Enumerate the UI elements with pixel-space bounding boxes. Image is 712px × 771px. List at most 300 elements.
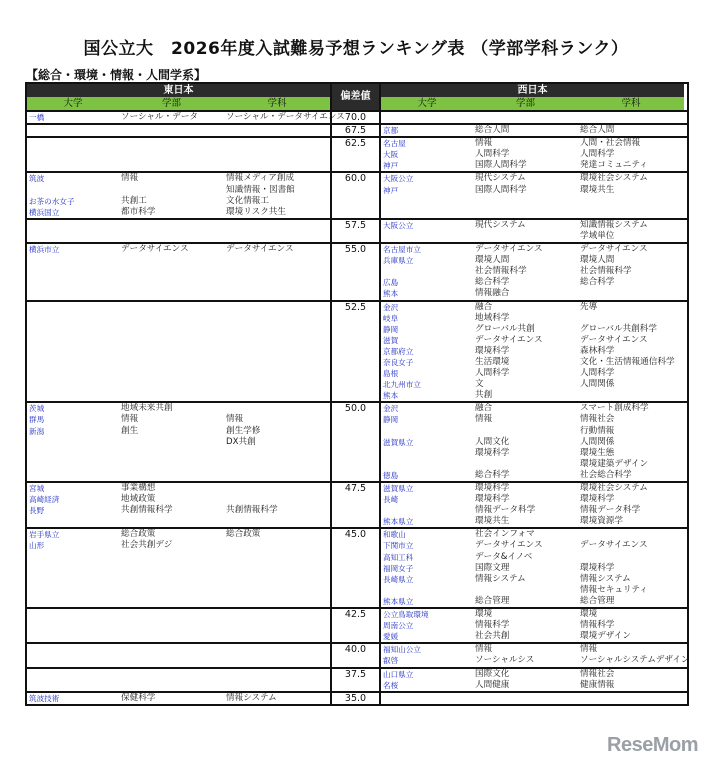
faculty-cell: データサイエンス [121, 244, 189, 255]
university-cell: 下関市立 [383, 541, 414, 551]
department-cell: 環境社会システム [580, 483, 648, 493]
department-cell: データサイエンス [226, 244, 294, 255]
department-cell [224, 255, 330, 266]
faculty-cell: 国際文化 [475, 668, 510, 679]
university-cell [27, 255, 119, 266]
university-cell [381, 207, 473, 218]
department-cell: データサイエンス [580, 334, 648, 345]
university-cell: 長崎 [383, 495, 399, 505]
university-cell [27, 470, 119, 481]
table-row [381, 160, 684, 171]
department-cell: 総合人間 [580, 125, 615, 136]
university-cell: 岐阜 [383, 313, 399, 323]
university-cell [27, 149, 119, 160]
table-row [381, 414, 684, 425]
department-cell: 社会情報科学 [580, 266, 632, 277]
university-cell: 静岡 [383, 415, 399, 425]
university-cell [27, 585, 119, 596]
department-cell [224, 494, 330, 505]
table-row [381, 125, 684, 136]
east-side [27, 693, 330, 704]
university-cell [27, 138, 119, 149]
faculty-cell: 情報科学 [475, 620, 510, 631]
department-cell: 知識情報・図書館 [226, 184, 295, 195]
department-cell: 総合管理 [580, 595, 615, 606]
east-side [27, 220, 330, 242]
west-side [381, 112, 684, 123]
faculty-cell: 環境科学 [475, 483, 510, 493]
table-row [381, 313, 684, 324]
table-row [27, 680, 330, 691]
department-cell: 発達コミュニティ [580, 160, 648, 171]
faculty-cell [119, 324, 224, 335]
faculty-cell: 国際文理 [475, 562, 510, 573]
faculty-cell [473, 585, 578, 596]
table-row [27, 655, 330, 666]
faculty-cell [119, 563, 224, 574]
faculty-cell [119, 346, 224, 357]
university-cell: 大阪公立 [383, 220, 414, 230]
department-cell [224, 160, 330, 171]
score-band [27, 171, 687, 217]
university-cell: 徳島 [383, 470, 399, 480]
department-cell: 情報システム [226, 692, 277, 703]
university-cell [381, 426, 473, 437]
table-row [381, 596, 684, 607]
university-cell [27, 288, 119, 299]
faculty-cell: 環境 [475, 609, 493, 620]
university-cell: 金沢 [383, 302, 399, 312]
department-cell: 情報システム [580, 573, 631, 584]
table-row [27, 552, 330, 563]
table-row [381, 494, 684, 505]
faculty-cell [473, 112, 578, 123]
university-cell: 熊本県立 [383, 517, 414, 527]
table-row [381, 335, 684, 346]
faculty-cell [119, 448, 224, 459]
university-cell: 熊本県立 [383, 596, 414, 606]
department-cell: 情報セキュリティ [580, 584, 648, 595]
west-side [381, 483, 684, 527]
score-band [27, 642, 690, 666]
faculty-cell: 共創工 [121, 195, 147, 206]
department-cell [224, 470, 330, 481]
table-row [27, 379, 330, 390]
table-row [27, 596, 330, 607]
university-cell [381, 693, 473, 704]
west-side [381, 244, 684, 299]
score-band [27, 110, 687, 123]
university-cell: 筑波技術 [29, 693, 60, 703]
university-cell: 広島 [383, 278, 399, 288]
department-cell: データサイエンス [580, 244, 648, 255]
department-cell [224, 669, 330, 680]
department-cell [224, 516, 330, 527]
table-row [27, 494, 330, 505]
department-cell: 人間科学 [580, 368, 615, 379]
table-row [381, 437, 684, 448]
university-cell [27, 368, 119, 379]
faculty-cell: 生活環境 [475, 356, 510, 367]
logo-text: ReseMom [607, 734, 698, 756]
faculty-cell: 地域政策 [121, 494, 156, 505]
faculty-cell: 環境科学 [475, 447, 510, 458]
table-row [27, 324, 330, 335]
east-side [27, 609, 330, 642]
faculty-cell [119, 574, 224, 585]
department-cell: 人間関係 [580, 379, 615, 390]
faculty-cell: 人間科学 [475, 368, 510, 379]
faculty-cell [119, 596, 224, 607]
department-cell [224, 585, 330, 596]
table-row [27, 346, 330, 357]
east-region-label: 東日本 [27, 84, 330, 97]
table-row [27, 277, 330, 288]
table-row [27, 149, 330, 160]
faculty-cell [119, 125, 224, 136]
faculty-cell [119, 437, 224, 448]
score-value: 50.0 [330, 403, 381, 481]
table-row [27, 185, 330, 196]
faculty-cell [473, 231, 578, 242]
university-cell: 大阪公立 [383, 174, 414, 184]
east-header [27, 84, 330, 110]
faculty-cell: 国際人間科学 [475, 184, 527, 195]
department-cell [224, 379, 330, 390]
university-cell [381, 231, 473, 242]
score-value: 45.0 [330, 529, 381, 607]
department-cell: 環境生態 [580, 447, 615, 458]
table-row [381, 207, 684, 218]
table-row [381, 288, 684, 299]
east-side [27, 244, 330, 299]
university-cell: 長崎県立 [383, 574, 414, 584]
faculty-cell [119, 470, 224, 481]
faculty-cell: 社会インフォマ [475, 529, 535, 540]
table-row [381, 459, 684, 470]
university-cell [27, 596, 119, 607]
faculty-cell [119, 266, 224, 277]
department-cell [224, 368, 330, 379]
department-cell [224, 266, 330, 277]
faculty-cell: 融合 [475, 403, 493, 414]
col-score: 偏差値 [330, 84, 381, 110]
east-side [27, 302, 330, 402]
university-cell [381, 196, 473, 207]
faculty-cell: 情報 [475, 138, 493, 149]
university-cell [27, 357, 119, 368]
department-cell [224, 552, 330, 563]
west-region-label: 西日本 [381, 84, 684, 97]
faculty-cell: 情報 [475, 644, 493, 655]
score-value: 42.5 [330, 609, 381, 642]
department-cell [224, 149, 330, 160]
west-side [381, 609, 684, 642]
faculty-cell: 文 [475, 379, 484, 390]
faculty-cell: 共創 [475, 390, 493, 401]
university-cell: 周南公立 [383, 621, 414, 631]
table-row [381, 693, 684, 704]
table-row [381, 112, 684, 123]
faculty-cell [119, 313, 224, 324]
score-band [27, 242, 687, 299]
department-cell: 情報データ科学 [580, 505, 641, 516]
table-header [27, 84, 687, 110]
faculty-cell [119, 231, 224, 242]
university-cell [381, 112, 473, 123]
faculty-cell: 保健科学 [121, 692, 156, 703]
department-cell [224, 313, 330, 324]
west-side [381, 173, 684, 217]
faculty-cell: 融合 [475, 301, 493, 312]
department-cell: 情報メディア創成 [226, 173, 295, 184]
faculty-cell: 都市科学 [121, 206, 156, 217]
department-cell: ソーシャルシステムデザイン [580, 655, 690, 666]
university-cell [381, 266, 473, 277]
table-row [381, 368, 684, 379]
table-row [27, 574, 330, 585]
faculty-cell [473, 459, 578, 470]
table-row [27, 529, 330, 540]
university-cell: 北九州市立 [383, 380, 421, 390]
faculty-cell [119, 357, 224, 368]
department-cell [224, 631, 330, 642]
resemom-logo [607, 734, 698, 757]
score-value: 35.0 [330, 693, 381, 704]
east-side [27, 138, 330, 171]
university-cell [27, 160, 119, 171]
university-cell [27, 324, 119, 335]
university-cell: 大阪 [383, 150, 399, 160]
west-side [381, 125, 684, 136]
table-row [381, 426, 684, 437]
table-row [27, 426, 330, 437]
department-cell [224, 390, 330, 401]
university-cell [27, 313, 119, 324]
university-cell [27, 437, 119, 448]
department-cell: 情報社会 [580, 668, 615, 679]
faculty-cell: 総合人間 [475, 125, 510, 136]
department-cell [224, 620, 330, 631]
table-row [27, 585, 330, 596]
department-cell: 知識情報システム [580, 219, 648, 230]
col-univ: 大学 [417, 98, 437, 109]
department-cell [224, 231, 330, 242]
table-row [27, 448, 330, 459]
faculty-cell: 情報 [121, 414, 139, 425]
faculty-cell [119, 302, 224, 313]
university-cell [27, 390, 119, 401]
score-band [27, 481, 687, 527]
department-cell [578, 207, 684, 218]
table-row [27, 112, 345, 123]
table-row [27, 563, 330, 574]
university-cell [27, 644, 119, 655]
department-cell: 人間関係 [580, 436, 615, 447]
university-cell [27, 620, 119, 631]
department-cell [224, 655, 330, 666]
faculty-cell: 総合科学 [475, 469, 510, 480]
university-cell [27, 563, 119, 574]
faculty-cell [119, 585, 224, 596]
department-cell: ソーシャル・データサイエンス [226, 112, 345, 122]
faculty-cell: データサイエンス [475, 244, 543, 255]
table-row [27, 505, 330, 516]
table-row [381, 620, 684, 631]
university-cell: 和歌山 [383, 530, 406, 540]
west-side [381, 669, 684, 691]
faculty-cell [473, 207, 578, 218]
department-cell: 社会総合科学 [580, 469, 632, 480]
score-band [27, 300, 687, 402]
table-row [27, 255, 330, 266]
faculty-cell: 人間文化 [475, 436, 510, 447]
university-cell: 岩手県立 [29, 530, 60, 540]
ranking-table [25, 82, 689, 706]
faculty-cell: 地域科学 [475, 312, 510, 323]
table-row [27, 196, 330, 207]
faculty-cell: 総合管理 [475, 595, 510, 606]
department-cell: グローバル共創科学 [580, 323, 657, 334]
faculty-cell [119, 335, 224, 346]
section-heading: 【総合・環境・情報・人間学系】 [26, 68, 207, 82]
faculty-cell [473, 196, 578, 207]
table-row [27, 516, 330, 527]
table-row [381, 574, 684, 585]
table-row [381, 173, 684, 184]
table-row [381, 669, 684, 680]
department-cell: 環境社会システム [580, 173, 648, 184]
department-cell: 情報社会 [580, 414, 615, 425]
department-cell [224, 138, 330, 149]
score-band [27, 136, 687, 171]
east-side [27, 669, 330, 691]
col-dept: 学科 [267, 98, 287, 109]
score-value: 70.0 [330, 112, 381, 123]
department-cell: 環境デザイン [580, 631, 631, 642]
department-cell: 環境 [580, 609, 598, 620]
table-row [381, 185, 684, 196]
east-side [27, 403, 330, 481]
faculty-cell [119, 459, 224, 470]
university-cell: 愛媛 [383, 632, 399, 642]
department-cell [224, 540, 330, 551]
table-row [27, 403, 330, 414]
table-row [27, 459, 330, 470]
university-cell: 横浜国立 [29, 207, 60, 217]
faculty-cell: グローバル共創 [475, 323, 535, 334]
department-cell [578, 288, 684, 299]
university-cell [27, 655, 119, 666]
university-cell: 島根 [383, 369, 399, 379]
west-side [381, 138, 684, 171]
score-band [27, 401, 687, 481]
university-cell [27, 302, 119, 313]
faculty-cell: データサイエンス [475, 334, 543, 345]
table-row [27, 390, 330, 401]
department-cell: 先導 [580, 301, 598, 312]
faculty-cell: データサイエンス [475, 540, 543, 551]
university-cell [381, 585, 473, 596]
table-row [381, 680, 684, 691]
department-cell [224, 324, 330, 335]
faculty-cell [119, 379, 224, 390]
university-cell [27, 335, 119, 346]
east-side [27, 529, 330, 607]
faculty-cell: 現代システム [475, 173, 526, 184]
table-row [27, 173, 330, 184]
table-row [381, 255, 684, 266]
department-cell [224, 357, 330, 368]
col-univ: 大学 [63, 98, 83, 109]
table-row [27, 138, 330, 149]
university-cell [381, 459, 473, 470]
faculty-cell: 社会情報科学 [475, 266, 527, 277]
col-faculty: 学部 [161, 98, 181, 109]
faculty-cell: 環境科学 [475, 345, 510, 356]
department-cell [224, 609, 330, 620]
department-cell: 環境リスク共生 [226, 206, 286, 217]
department-cell: 情報 [226, 414, 244, 425]
score-value: 52.5 [330, 302, 381, 402]
col-faculty: 学部 [515, 98, 535, 109]
university-cell [27, 516, 119, 527]
table-row [381, 505, 684, 516]
department-cell: 環境建築デザイン [580, 458, 649, 469]
score-band [27, 123, 687, 136]
university-cell: 滋賀 [383, 335, 399, 345]
university-cell: 滋賀県立 [383, 484, 414, 493]
west-side [381, 403, 684, 481]
table-row [381, 390, 684, 401]
table-row [381, 563, 684, 574]
university-cell [27, 609, 119, 620]
east-side [27, 483, 330, 527]
table-row [27, 244, 330, 255]
faculty-cell: 人間科学 [475, 149, 510, 160]
score-value: 40.0 [330, 644, 381, 666]
faculty-cell [119, 655, 224, 666]
department-cell [224, 563, 330, 574]
faculty-cell: ソーシャル・データ [121, 112, 199, 122]
table-row [381, 609, 684, 620]
department-cell [224, 288, 330, 299]
score-value: 62.5 [330, 138, 381, 171]
university-cell: 山口県立 [383, 669, 414, 679]
department-cell [224, 403, 330, 414]
university-cell [381, 505, 473, 516]
department-cell: 森林科学 [580, 345, 615, 356]
west-side [381, 644, 690, 666]
university-cell: 新潟 [29, 426, 45, 436]
table-row [381, 302, 684, 313]
faculty-cell: 地域未来共創 [121, 403, 173, 414]
university-cell: 金沢 [383, 404, 399, 414]
university-cell [27, 379, 119, 390]
department-cell: 総合科学 [580, 277, 615, 288]
table-row [381, 220, 684, 231]
department-cell: データサイエンス [580, 540, 648, 551]
faculty-cell [119, 288, 224, 299]
university-cell [381, 448, 473, 459]
table-row [381, 631, 684, 642]
score-value: 57.5 [330, 220, 381, 242]
table-row [27, 125, 330, 136]
department-cell [224, 125, 330, 136]
university-cell: 叡啓 [383, 656, 399, 666]
university-cell: お茶の水女子 [29, 196, 75, 206]
table-row [381, 324, 684, 335]
